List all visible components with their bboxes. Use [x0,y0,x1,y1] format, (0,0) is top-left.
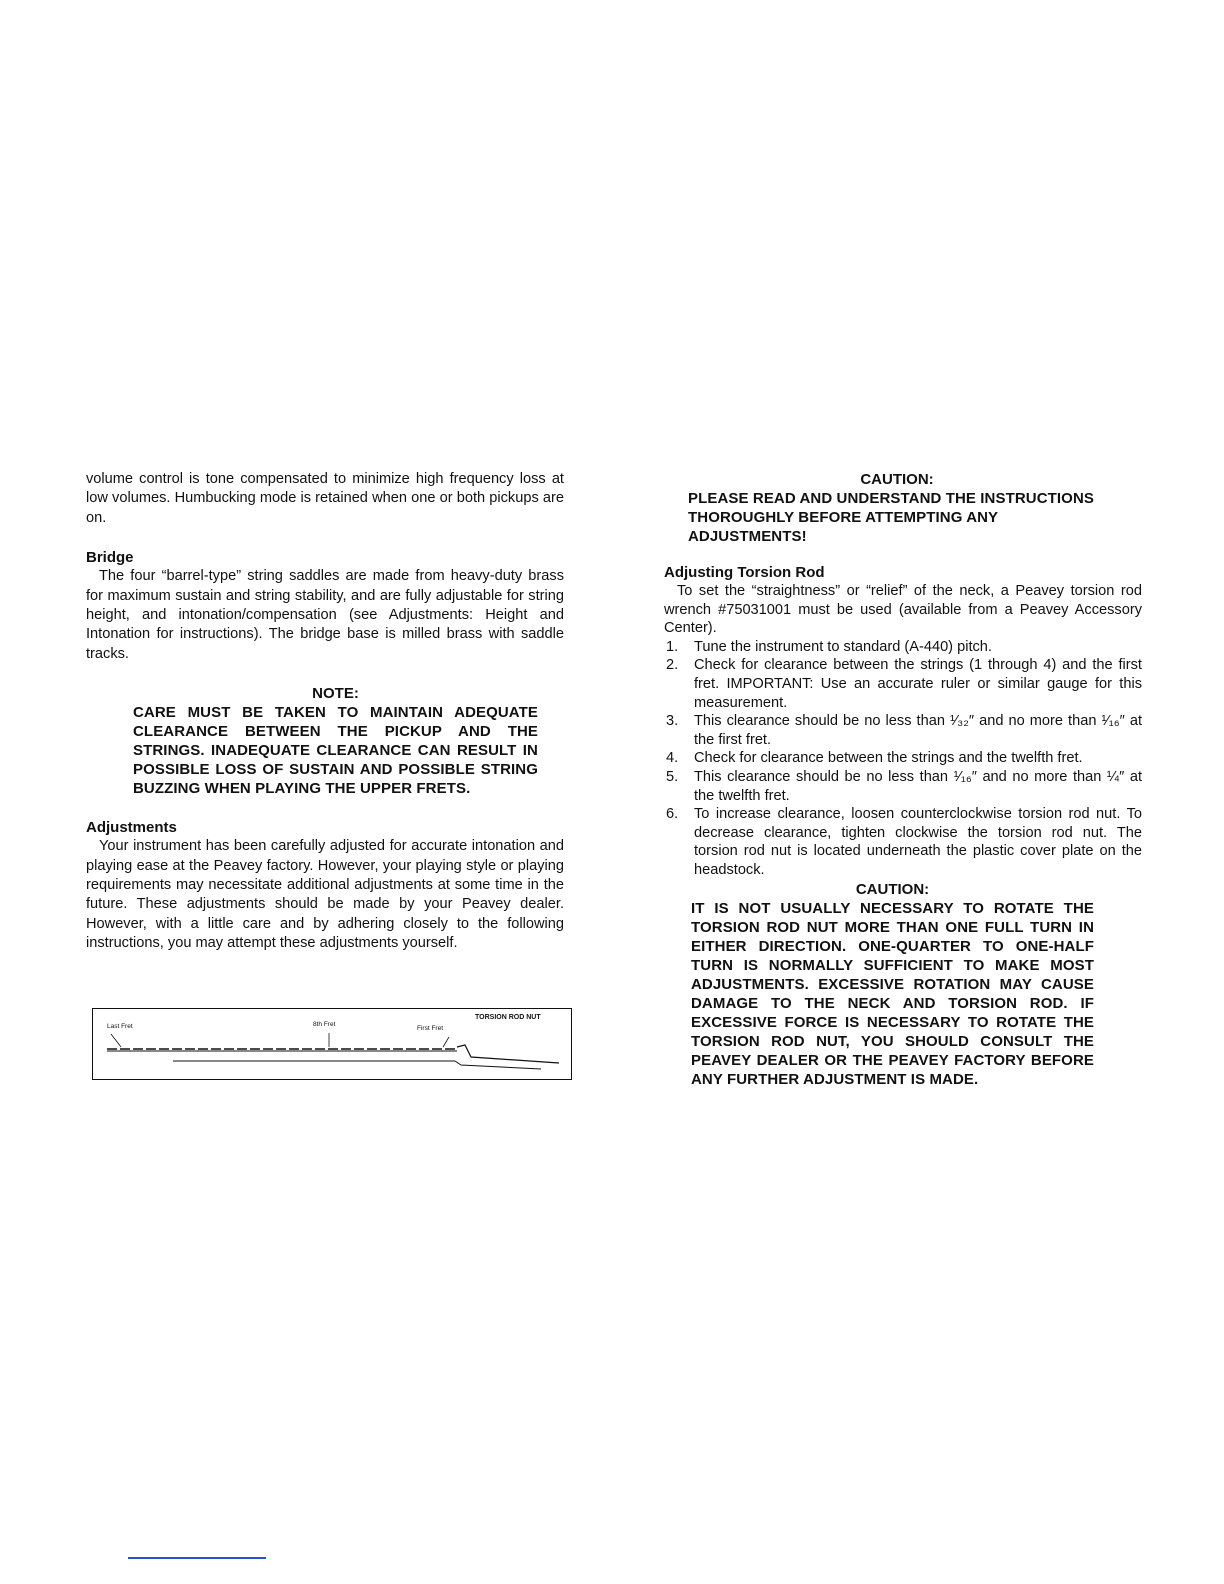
caution-bottom-title: CAUTION: [855,880,930,898]
torsion-rod-intro: To set the “straightness” or “relief” of the neck, a Peavey torsion rod wrench #75031001 must be used (available from a Peavey Accessory Center). [664,583,1142,637]
first-fret-pointer [443,1037,449,1047]
bridge-paragraph: The four “barrel-type” string saddles are made from heavy-duty brass for maximum sustain and string stability, and are fully adjustable for string height, and intonation/compensation (see Adjustments: Height and Intonation for instructions). The bridge base is milled brass with saddle tracks. [86,568,564,662]
step-text: This clearance should be no less than ¹⁄₃₂″ and no more than ¹⁄₁₆″ at the first fret. [694,713,1142,748]
first-fret-label: First Fret [417,1025,443,1032]
torsion-rod-nut-label: TORSION ROD NUT [475,1014,541,1021]
torsion-rod-heading: Adjusting Torsion Rod [664,564,825,581]
step-item [664,768,1142,805]
note-title: NOTE: [312,685,359,703]
8th-fret-label: 8th Fret [313,1021,336,1028]
step-item [664,656,1142,712]
footer-rule [128,1557,266,1559]
step-item [664,712,1142,749]
adjustments-paragraph: Your instrument has been carefully adjusted for accurate intonation and playing ease at the Peavey factory. However, your playing style or playing requirements may necessitate additional adjustments at some time in the future. These adjustments should be made by your Peavey dealer. However, with a little care and by adhering closely to the following instructions, you may attempt these adjustments yourself. [86,838,564,952]
last-fret-pointer [111,1034,121,1047]
adjustments-heading: Adjustments [86,819,177,837]
note-text: CARE MUST BE TAKEN TO MAINTAIN ADEQUATE CLEARANCE BETWEEN THE PICKUP AND THE STRINGS. INADEQUATE CLEARANCE CAN RESULT IN POSSIBLE LOSS OF SUSTAIN AND POSSIBLE STRING BUZZING WHEN PLAYING THE UPPER FRETS. [133,704,538,798]
last-fret-label: Last Fret [107,1023,133,1030]
step-number: 3. [666,713,679,730]
note-block [86,684,564,798]
bridge-heading: Bridge [86,549,134,567]
step-text: Check for clearance between the strings (1 through 4) and the first fret. IMPORTANT: Use an accurate ruler or similar gauge for this measurement. [694,657,1142,711]
step-number: 4. [666,750,679,767]
caution-top-text: PLEASE READ AND UNDERSTAND THE INSTRUCTIONS THOROUGHLY BEFORE ATTEMPTING ANY ADJUSTMENTS! [688,490,1094,545]
step-text: Tune the instrument to standard (A-440) pitch. [694,638,992,655]
torsion-rod-steps [664,638,1142,880]
step-text: Check for clearance between the strings and the twelfth fret. [694,750,1083,767]
caution-top-title: CAUTION: [860,471,934,488]
step-text: This clearance should be no less than ¹⁄₁₆″ and no more than ¼″ at the twelfth fret. [694,768,1142,804]
step-item [664,749,1142,768]
neck-diagram [92,1008,572,1080]
intro-paragraph: volume control is tone compensated to minimize high frequency loss at low volumes. Humbucking mode is retained when one or both pickups are on. [86,471,564,526]
step-number: 5. [666,768,679,785]
step-number: 2. [666,657,679,674]
left-column [86,470,564,954]
step-text: To increase clearance, loosen counterclockwise torsion rod nut. To decrease clearance, tighten clockwise the torsion rod nut. The torsion rod nut is located underneath the plastic cover plate on the headstock. [694,806,1142,878]
step-number: 1. [666,638,679,655]
caution-bottom-text: IT IS NOT USUALLY NECESSARY TO ROTATE THE TORSION ROD NUT MORE THAN ONE FULL TURN IN EITHER DIRECTION. ONE-QUARTER TO ONE-HALF TURN IS NORMALLY SUFFICIENT TO MAKE MOST ADJUSTMENTS. EXCESSIVE ROTATION MAY CAUSE DAMAGE TO THE NECK AND TORSION ROD. IF EXCESSIVE FORCE IS NECESSARY TO ROTATE THE TORSION ROD NUT, YOU SHOULD CONSULT THE PEAVEY DEALER OR THE PEAVEY FACTORY BEFORE ANY FURTHER ADJUSTMENT IS MADE. [691,899,1094,1088]
right-column [664,470,1142,1089]
caution-bottom-block [664,880,1142,1089]
step-number: 6. [666,806,679,823]
caution-top-block [664,470,1142,546]
step-item [664,805,1142,879]
step-item [664,638,1142,657]
